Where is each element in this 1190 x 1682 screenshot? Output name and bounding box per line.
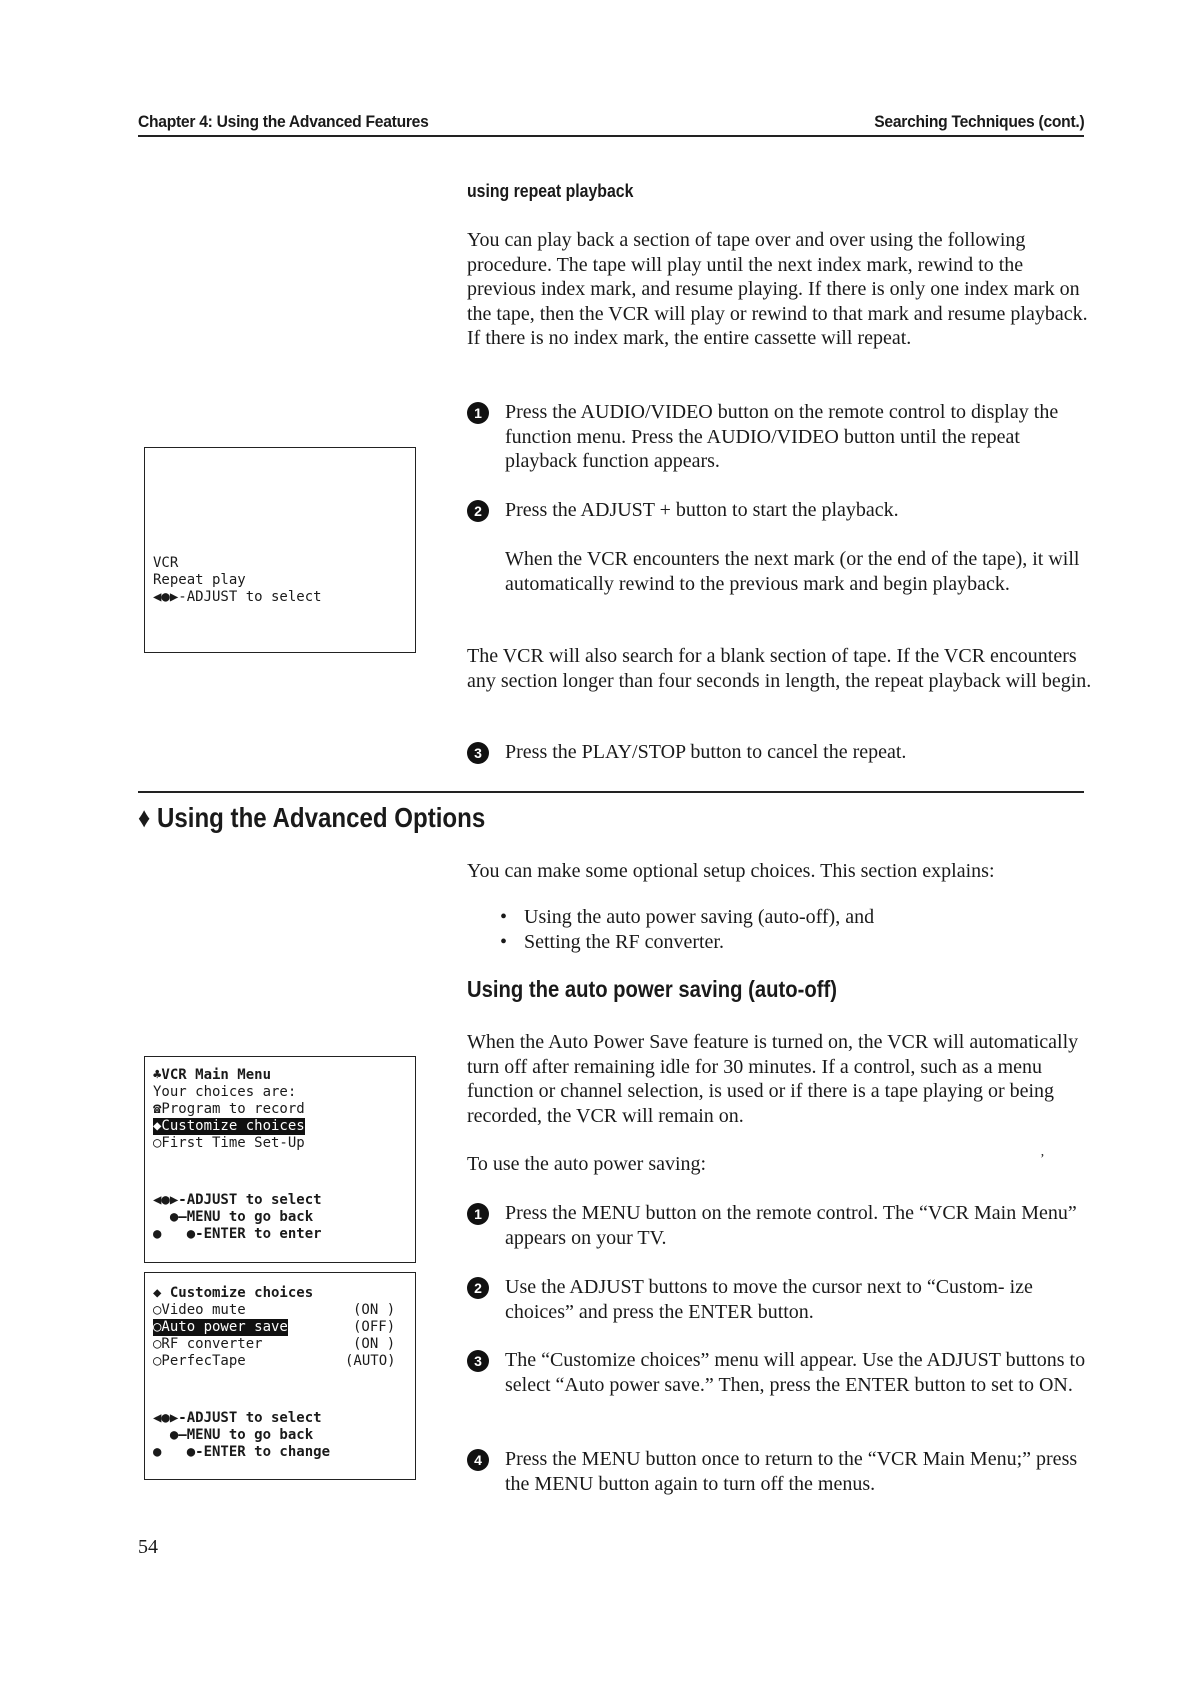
repeat-playback-subheading: using repeat playback: [467, 181, 634, 201]
customize-hint-menu: ●—MENU to go back: [153, 1427, 314, 1443]
header-rule: [138, 135, 1084, 137]
bullet-dot-icon: •: [500, 906, 508, 928]
customize-hint-enter: ● ●-ENTER to change: [153, 1444, 331, 1460]
customize-row-value: (ON ): [353, 1336, 396, 1352]
page-number: 54: [138, 1536, 158, 1558]
tv-screen-repeat-play: [144, 447, 416, 653]
advanced-options-title: ♦ Using the Advanced Options: [138, 802, 486, 833]
menu-item-customize-selected: ◆Customize choices: [153, 1118, 305, 1134]
section-header: Searching Techniques (cont.): [873, 112, 1084, 131]
menu-prompt: Your choices are:: [153, 1084, 297, 1100]
step-number-4: 4: [467, 1449, 489, 1471]
menu-hint-enter: ● ●-ENTER to enter: [153, 1226, 322, 1242]
blank-search-paragraph: The VCR will also search for a blank section of tape. If the VCR encounters any section longer than four seconds in length, the repeat playback will begin.: [467, 645, 1092, 692]
section-rule: [138, 791, 1084, 793]
step-number-2: 2: [467, 1277, 489, 1299]
to-use-line: To use the auto power saving:: [467, 1153, 707, 1175]
bullet-dot-icon: •: [500, 930, 508, 953]
screen-line-vcr: VCR: [153, 555, 179, 571]
customize-row-label: ○Video mute: [153, 1302, 246, 1318]
repeat-step-1-text: Press the AUDIO/VIDEO button on the remote control to display the function menu. Press the AUDIO/VIDEO button until the repeat playback function appears.: [505, 401, 1059, 473]
customize-row-label: ○RF converter: [153, 1336, 263, 1352]
customize-row-value: (AUTO): [345, 1353, 396, 1369]
menu-hint-menu: ●—MENU to go back: [153, 1209, 314, 1225]
menu-title: ♣VCR Main Menu: [153, 1067, 272, 1083]
repeat-step-2-text: Press the ADJUST + button to start the playback.: [505, 499, 899, 521]
auto-step-1-text: Press the MENU button on the remote control. The “VCR Main Menu” appears on your TV.: [505, 1202, 1077, 1249]
auto-step-3-text: The “Customize choices” menu will appear. Use the ADJUST buttons to select “Auto power save.” Then, press the ENTER button to set to ON.: [505, 1349, 1086, 1396]
tv-screen-main-menu: [144, 1056, 416, 1263]
repeat-step-3-text: Press the PLAY/STOP button to cancel the repeat.: [505, 741, 907, 763]
bullet-item: • Setting the RF converter.: [500, 930, 724, 953]
auto-step-2-text: Use the ADJUST buttons to move the cursor next to “Custom- ize choices” and press the ENTER button.: [505, 1276, 1033, 1323]
step-number-3: 3: [467, 742, 489, 764]
auto-power-paragraph: When the Auto Power Save feature is turned on, the VCR will automatically turn off after remaining idle for 30 minutes. If a control, such as a menu function or channel selection, is used or if there is a tape playing or being recorded, the VCR will remain on.: [467, 1031, 1079, 1127]
tv-screen-customize-choices: [144, 1272, 416, 1480]
step-number-1: 1: [467, 402, 489, 424]
bullet-item: • Using the auto power saving (auto-off), and: [500, 906, 875, 928]
repeat-intro-paragraph: You can play back a section of tape over and over using the following procedure. The tape will play until the next index mark, rewind to the previous index mark, and resume playing. If there is only one index mark on the tape, then the VCR will play or rewind to that mark and resume playback. If there is no index mark, the entire cassette will repeat.: [467, 229, 1088, 350]
menu-item-program: ☎Program to record: [153, 1101, 305, 1117]
advanced-bullet-list: [500, 905, 874, 954]
customize-row-value: (OFF): [353, 1319, 396, 1335]
screen-line-repeat-play: Repeat play: [153, 572, 246, 588]
menu-hint-adjust: ◀●▶-ADJUST to select: [153, 1192, 322, 1208]
repeat-step-2-note: When the VCR encounters the next mark (or the end of the tape), it will automatically rewind to the previous mark and begin playback.: [505, 548, 1080, 595]
stray-mark: ʼ: [1040, 1152, 1045, 1167]
step-number-1: 1: [467, 1203, 489, 1225]
customize-row-value: (ON ): [353, 1302, 396, 1318]
customize-title: ◆ Customize choices: [153, 1285, 314, 1301]
step-number-3: 3: [467, 1350, 489, 1372]
auto-step-4-text: Press the MENU button once to return to the “VCR Main Menu;” press the MENU button again to turn off the menus.: [505, 1448, 1078, 1495]
screen-line-adjust-hint: ◀●▶-ADJUST to select: [153, 589, 322, 605]
customize-row-label: ○PerfecTape: [153, 1353, 246, 1369]
customize-hint-adjust: ◀●▶-ADJUST to select: [153, 1410, 322, 1426]
menu-item-first-time: ○First Time Set-Up: [153, 1135, 305, 1151]
auto-power-subheading: Using the auto power saving (auto-off): [467, 976, 837, 1002]
step-number-2: 2: [467, 500, 489, 522]
customize-row-label-selected: ○Auto power save: [153, 1319, 288, 1335]
chapter-header: Chapter 4: Using the Advanced Features: [138, 112, 429, 131]
advanced-intro-paragraph: You can make some optional setup choices. This section explains:: [467, 860, 995, 882]
